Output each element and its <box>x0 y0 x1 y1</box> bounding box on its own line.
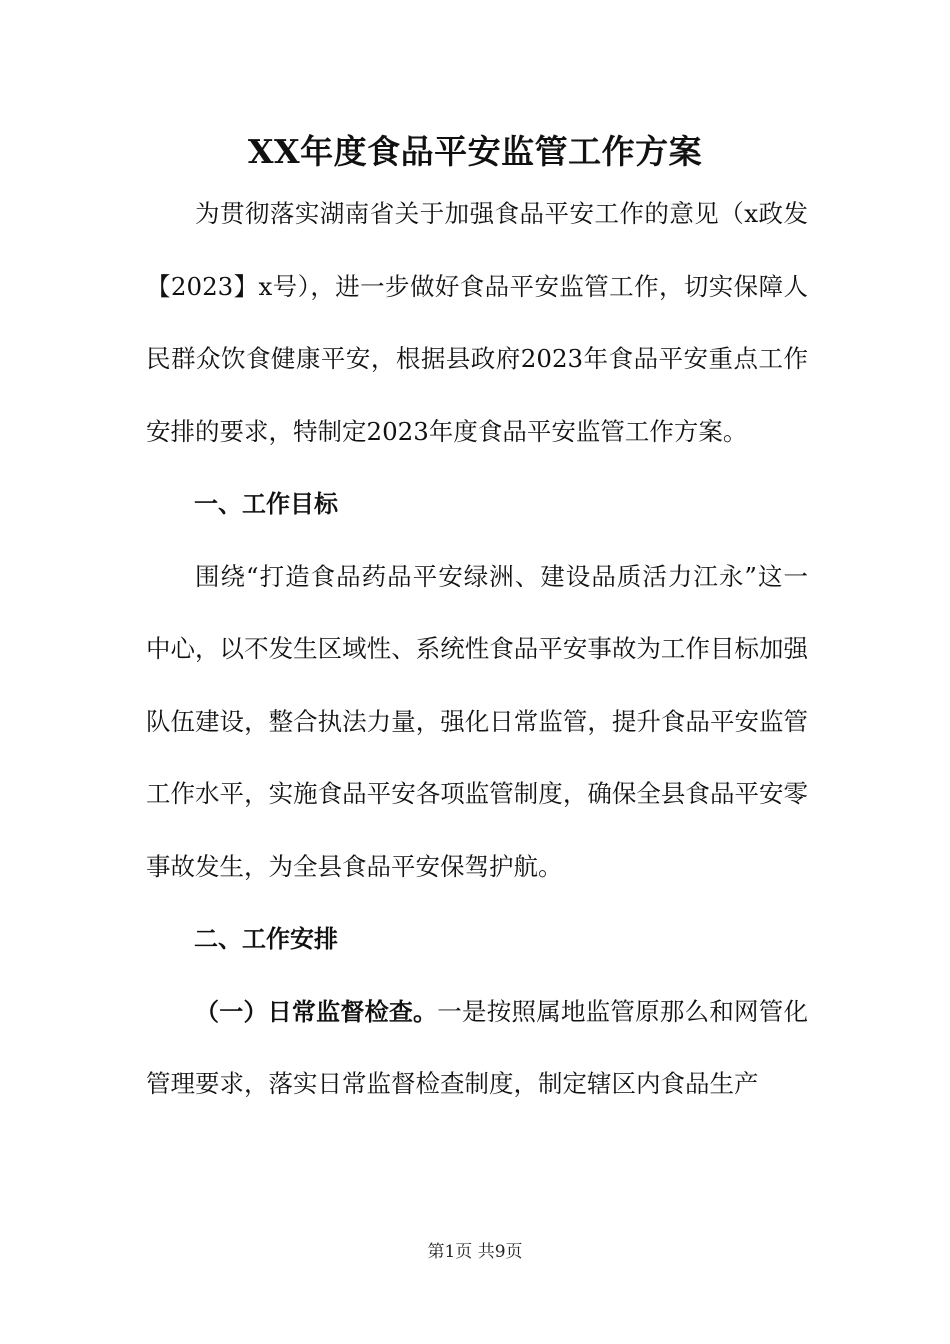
section-heading-goals: 一、工作目标 <box>194 490 338 518</box>
daily-inspection-text: 一是按照属地监管原那么和网管化管理要求，落实日常监督检查制度，制定辖区内食品生产 <box>146 996 809 1098</box>
document-body <box>146 178 808 1121</box>
daily-inspection-lead: （一）日常监督检查。 <box>195 997 438 1026</box>
intro-paragraph: 为贯彻落实湖南省关于加强食品平安工作的意见（x政发【2023】x号），进一步做好食品平安监管工作，切实保障人民群众饮食健康平安，根据县政府2023年食品平安重点工作安排的要求，特制定2023年度食品平安监管工作方案。 <box>146 199 808 446</box>
section-heading-arrangement: 二、工作安排 <box>194 925 338 953</box>
daily-inspection-paragraph <box>146 976 808 1121</box>
goals-paragraph: 围绕“打造食品药品平安绿洲、建设品质活力江永”这一中心，以不发生区域性、系统性食品平安事故为工作目标加强队伍建设，整合执法力量，强化日常监管，提升食品平安监管工作水平，实施食品平安各项监管制度，确保全县食品平安零事故发生，为全县食品平安保驾护航。 <box>146 561 808 881</box>
document-title: XX年度食品平安监管工作方案 <box>247 132 703 171</box>
page-number-footer: 第1页 共9页 <box>427 1242 523 1262</box>
